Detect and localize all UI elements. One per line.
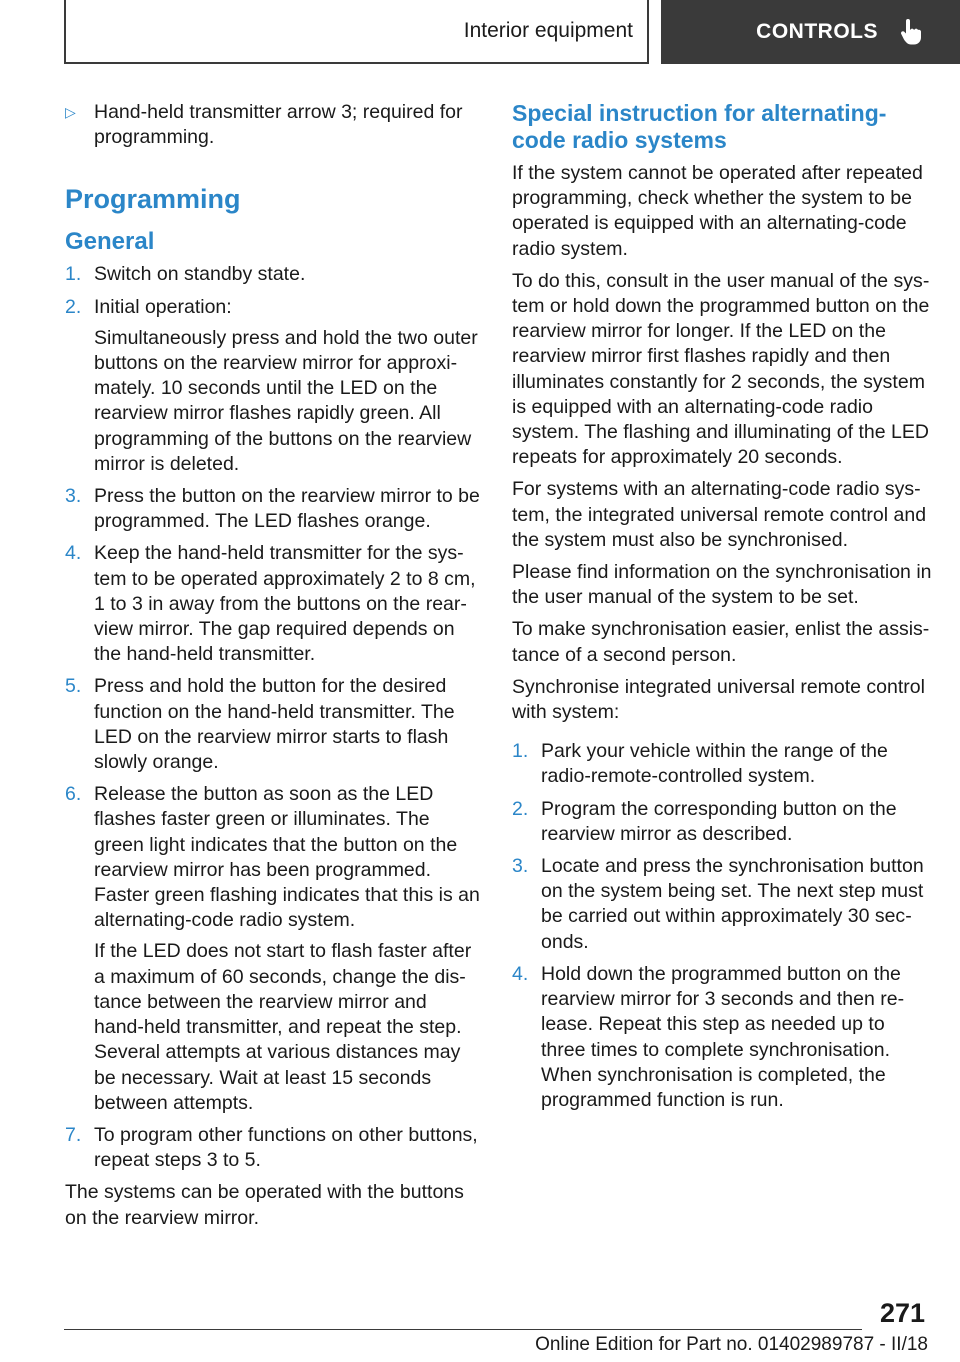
step-text: Hold down the programmed button on the rearview mirror for 3 seconds and then release. Repeat this step as needed up to three times to complete synchronisation. When synchronisation is completed, the programmed function is run.: [541, 962, 905, 1111]
heading-special-instruction: Special instruction for alternating-code radio systems: [512, 100, 887, 153]
chapter-title: CONTROLS: [756, 20, 878, 43]
step-text: Initial operation:: [94, 295, 232, 318]
step-text: Press and hold the button for the desired function on the hand-held transmitter. The LED on the rearview mirror starts to flash slowly orange.: [94, 675, 455, 774]
synchronisation-steps-list: [512, 739, 932, 1113]
step-text: Switch on standby state.: [94, 263, 306, 286]
step-body: [94, 262, 481, 287]
step-text: Park your vehicle within the range of the radio-remote-controlled system.: [541, 740, 888, 788]
step-text: Program the corresponding button on the rearview mirror as described.: [541, 797, 897, 845]
step-number: 6.: [65, 783, 82, 806]
step-number: 1.: [512, 740, 529, 763]
step-body: [94, 674, 481, 775]
step-text: If the LED does not start to flash faster after a maximum of 60 seconds, change the distance between the rearview mirror and hand-held transmitter, and repeat the step. Several attempts at various distances may be necessary. Wait at least 15 seconds between attempts.: [94, 940, 472, 1114]
list-item: [65, 262, 481, 287]
intro-bullet: ▷ Hand-held transmitter arrow 3; required for programming.: [65, 100, 481, 150]
body-paragraph: To do this, consult in the user manual of the system or hold down the programmed button on the rearview mirror for longer. If the LED on the rearview mirror first flashes rapidly and then illuminates constantly for 2 seconds, the system is equipped with an alternating-code radio system. The flashing and illuminating of the LED repeats for approximately 20 seconds.: [512, 269, 930, 469]
body-paragraph: Please find information on the synchronisation in the user manual of the system to be set.: [512, 561, 932, 609]
step-number: 5.: [65, 675, 82, 698]
body-paragraph: If the system cannot be operated after repeated programming, check whether the system to be operated is equipped with an alternating-code radio system.: [512, 162, 923, 260]
list-item: [65, 674, 481, 775]
page-number: 271: [879, 1298, 925, 1328]
list-item: [65, 295, 481, 477]
step-number: 3.: [65, 485, 82, 508]
step-body: [94, 295, 481, 477]
heading-general: General: [65, 228, 155, 256]
step-text: Locate and press the synchronisation button on the system being set. The next step must be carried out within approximately 30 seconds.: [541, 855, 924, 953]
footer-divider: [64, 1329, 862, 1330]
list-item: [512, 854, 932, 955]
body-paragraph: For systems with an alternating-code radio system, the integrated universal remote control and the system must also be synchronised.: [512, 478, 927, 551]
list-item: [512, 797, 932, 847]
step-number: 2.: [65, 295, 82, 318]
list-item: [65, 541, 481, 667]
step-body: [94, 782, 481, 1116]
body-paragraph: Synchronise integrated universal remote control with system:: [512, 675, 925, 724]
step-text: Release the button as soon as the LED flashes faster green or illuminates. The green light indicates that the button on the rearview mirror has been programmed. Faster green flashing indicates that this is an alternating-code radio system.: [94, 783, 480, 932]
programming-steps-list: [65, 262, 481, 1173]
step-body: [94, 484, 481, 534]
header-chapter-tab: [661, 0, 960, 64]
footer-edition: Online Edition for Part no. 01402989787 - II/18: [535, 1334, 928, 1355]
triangle-bullet-icon: ▷: [65, 104, 76, 120]
list-item: [65, 484, 481, 534]
section-title: Interior equipment: [463, 19, 633, 42]
step-number: 7.: [65, 1123, 82, 1146]
step-number: 1.: [65, 263, 82, 286]
step-body: [94, 1123, 481, 1173]
step-text: Keep the hand-held transmitter for the system to be operated approximately 2 to 8 cm, 1 to 3 in away from the buttons on the rearview mirror. The gap required depends on the hand-held transmitter.: [94, 542, 476, 666]
step-body: [94, 541, 481, 667]
list-item: [512, 739, 932, 789]
step-number: 4.: [65, 542, 82, 565]
list-item: [512, 962, 932, 1113]
heading-programming: Programming: [65, 184, 241, 215]
hand-pointer-icon: [900, 19, 922, 45]
right-column: [512, 100, 932, 1120]
step-text: To program other functions on other buttons, repeat steps 3 to 5.: [94, 1123, 478, 1172]
body-paragraph: To make synchronisation easier, enlist the assistance of a second person.: [512, 618, 930, 666]
list-item: [65, 782, 481, 1116]
list-item: [65, 1123, 481, 1173]
left-column: [65, 100, 481, 1238]
special-instruction-paragraphs: [512, 161, 932, 725]
step-text: Simultaneously press and hold the two outer buttons on the rearview mirror for approximately. 10 seconds until the LED on the rearview mirror flashes rapidly green. All programming of the buttons on the rearview mirror is deleted.: [94, 326, 478, 475]
step-number: 4.: [512, 962, 529, 985]
step-text: Press the button on the rearview mirror to be programmed. The LED flashes orange.: [94, 485, 480, 533]
header-section-tab: [64, 0, 649, 64]
closing-paragraph: The systems can be operated with the buttons on the rearview mirror.: [65, 1181, 464, 1229]
step-number: 3.: [512, 855, 529, 878]
step-number: 2.: [512, 797, 529, 820]
